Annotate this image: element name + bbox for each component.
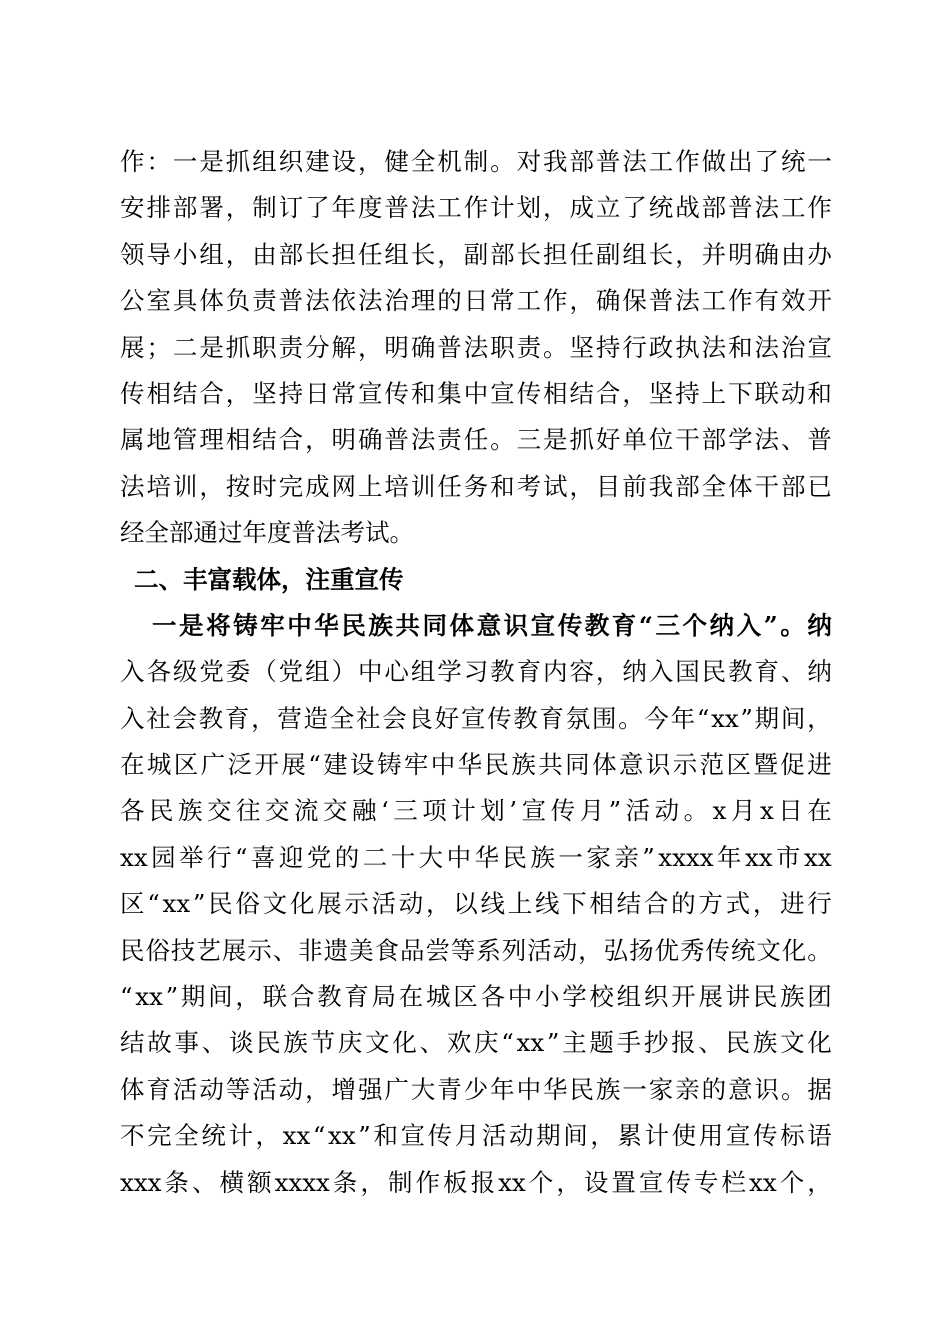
paragraph-line: 区 “ xx ” 民 俗 文 化 展 示 活 动 ， 以 线 上 线 下 相 结 合 的 方 式 ， 进 行 — [120, 889, 832, 919]
paragraph-line: 作 ： 一 是 抓 组 织 建 设 ， 健 全 机 制 。 对 我 部 普 法 工 作 做 出 了 统 一 — [120, 147, 832, 176]
paragraph-line: 不 完 全 统 计 ， xx “ xx ” 和 宣 传 月 活 动 期 间 ， 累 计 使 用 宣 传 标 语 — [120, 1121, 832, 1151]
paragraph-line: 入 社 会 教 育 ， 营 造 全 社 会 良 好 宣 传 教 育 氛 围 。 今 年 “ xx ” 期 间 ， — [120, 703, 832, 733]
paragraph-line: 公 室 具 体 负 责 普 法 依 法 治 理 的 日 常 工 作 ， 确 保 普 法 工 作 有 效 开 — [120, 286, 832, 316]
document-body — [120, 139, 832, 1206]
paragraph-line: 传 相 结 合 ， 坚 持 日 常 宣 传 和 集 中 宣 传 相 结 合 ， 坚 持 上 下 联 动 和 — [120, 378, 832, 408]
paragraph-line: 属 地 管 理 相 结 合 ， 明 确 普 法 责 任 。 三 是 抓 好 单 位 干 部 学 法 、 普 — [120, 425, 832, 455]
paragraph-line: 领 导 小 组 ， 由 部 长 担 任 组 长 ， 副 部 长 担 任 副 组 长 ， 并 明 确 由 办 — [120, 239, 832, 269]
paragraph-line: 民 俗 技 艺 展 示 、 非 遗 美 食 品 尝 等 系 列 活 动 ， 弘 扬 优 秀 传 统 文 化 。 — [120, 935, 832, 965]
section-heading: 二、丰富载体，注重宣传 — [134, 564, 404, 594]
paragraph-line: 经全部通过年度普法考试。 — [120, 518, 414, 548]
paragraph-line: 展 ； 二 是 抓 职 责 分 解 ， 明 确 普 法 职 责 。 坚 持 行 政 执 法 和 法 治 宣 — [120, 332, 832, 362]
paragraph-line: “ xx ” 期 间 ， 联 合 教 育 局 在 城 区 各 中 小 学 校 组 织 开 展 讲 民 族 团 — [120, 982, 832, 1012]
paragraph-line: 各 民 族 交 往 交 流 交 融 ‘ 三 项 计 划 ’ 宣 传 月 ” 活 动 。 x 月 x 日 在 — [120, 796, 832, 826]
paragraph-line: 结 故 事 、 谈 民 族 节 庆 文 化 、 欢 庆 “ xx ” 主 题 手 抄 报 、 民 族 文 化 — [120, 1028, 832, 1058]
paragraph-line: 在 城 区 广 泛 开 展 “ 建 设 铸 牢 中 华 民 族 共 同 体 意 识 示 范 区 暨 促 进 — [120, 750, 832, 780]
paragraph-line: 体 育 活 动 等 活 动 ， 增 强 广 大 青 少 年 中 华 民 族 一 家 亲 的 意 识 。 据 — [120, 1074, 832, 1104]
paragraph-line: 安 排 部 署 ， 制 订 了 年 度 普 法 工 作 计 划 ， 成 立 了 统 战 部 普 法 工 作 — [120, 193, 832, 223]
paragraph-line: xx 园 举 行 “ 喜 迎 党 的 二 十 大 中 华 民 族 一 家 亲 ” xxxx 年 xx 市 xx — [120, 842, 832, 872]
paragraph-line: 一 是 将 铸 牢 中 华 民 族 共 同 体 意 识 宣 传 教 育 “ 三 个 纳 入 ” 。 纳 — [152, 610, 832, 640]
paragraph-line: 法 培 训 ， 按 时 完 成 网 上 培 训 任 务 和 考 试 ， 目 前 我 部 全 体 干 部 已 — [120, 471, 832, 501]
paragraph-line: xxx 条 、 横 额 xxxx 条 ， 制 作 板 报 xx 个 ， 设 置 宣 传 专 栏 xx 个 ， — [120, 1167, 832, 1197]
paragraph-line: 入 各 级 党 委 （ 党 组 ） 中 心 组 学 习 教 育 内 容 ， 纳 入 国 民 教 育 、 纳 — [120, 657, 832, 687]
